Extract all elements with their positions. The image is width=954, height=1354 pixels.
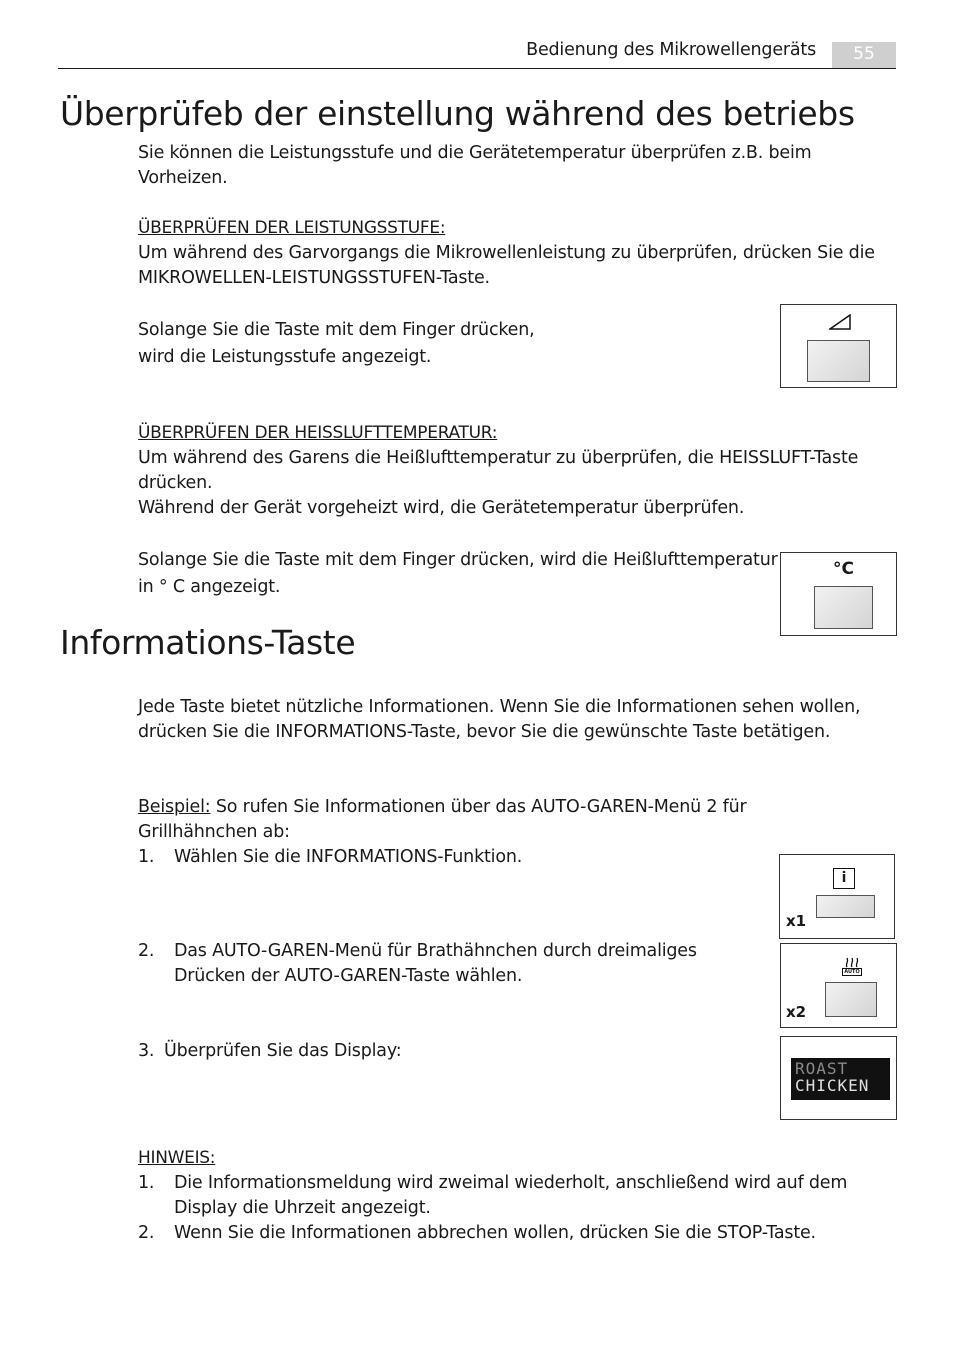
intro-line-2: Vorheizen. — [138, 168, 228, 188]
display-line-1: ROAST — [795, 1059, 849, 1078]
hotair-hold-line-2: in ° C angezeigt. — [138, 577, 281, 597]
example-text: So rufen Sie Informationen über das AUTO-GAREN-Menü 2 für — [210, 797, 747, 817]
hot-air-key-figure — [780, 552, 897, 636]
display-figure — [780, 1036, 897, 1120]
auto-cook-key-figure — [780, 943, 897, 1028]
power-line-1: Um während des Garvorgangs die Mikrowellenleistung zu überprüfen, drücken Sie die — [138, 243, 875, 263]
step-3-text: Überprüfen Sie das Display: — [164, 1041, 402, 1061]
hotair-line-3: Während der Gerät vorgeheizt wird, die Gerätetemperatur überprüfen. — [138, 498, 745, 518]
auto-cook-key — [825, 982, 877, 1017]
auto-cook-press-count: x2 — [786, 1003, 807, 1021]
intro-line-1: Sie können die Leistungsstufe und die Gerätetemperatur überprüfen z.B. beim — [138, 143, 812, 163]
hotair-line-1: Um während des Garens die Heißlufttemperatur zu überprüfen, die HEISSLUFT-Taste — [138, 448, 859, 468]
step-1-text: Wählen Sie die INFORMATIONS-Funktion. — [174, 847, 523, 867]
step-2-text-line-2: Drücken der AUTO-GAREN-Taste wählen. — [174, 966, 523, 986]
steam-icon — [843, 956, 861, 968]
hotair-hold-line-1: Solange Sie die Taste mit dem Finger drücken, wird die Heißlufttemperatur — [138, 550, 778, 570]
info-intro-line-1: Jede Taste bietet nützliche Informationen. Wenn Sie die Informationen sehen wollen, — [138, 697, 861, 717]
power-level-key-figure — [780, 304, 897, 388]
step-1-number: 1. — [138, 847, 155, 867]
celsius-label: °C — [833, 559, 854, 579]
info-key — [816, 895, 875, 918]
running-header: Bedienung des Mikrowellengeräts — [526, 40, 816, 60]
step-2-text-line-1: Das AUTO-GAREN-Menü für Brathähnchen durch dreimaliges — [174, 941, 697, 961]
hot-air-key — [814, 586, 873, 629]
auto-icon-text: AUTO — [842, 968, 862, 976]
example-label: Beispiel: — [138, 797, 211, 817]
info-intro-line-2: drücken Sie die INFORMATIONS-Taste, bevor Sie die gewünschte Taste betätigen. — [138, 722, 831, 742]
note-1-number: 1. — [138, 1173, 155, 1193]
subheading-hot-air: ÜBERPRÜFEN DER HEISSLUFTTEMPERATUR: — [138, 423, 498, 443]
header-rule — [58, 68, 896, 69]
note-2-number: 2. — [138, 1223, 155, 1243]
note-1-line-1: Die Informationsmeldung wird zweimal wiederholt, anschließend wird auf dem — [174, 1173, 848, 1193]
info-icon — [833, 868, 855, 889]
hotair-line-2: drücken. — [138, 473, 213, 493]
page-number: 55 — [832, 42, 896, 68]
info-press-count: x1 — [786, 912, 807, 930]
note-heading: HINWEIS: — [138, 1148, 216, 1168]
example-line-1 — [138, 795, 747, 820]
power-hold-line-1: Solange Sie die Taste mit dem Finger drücken, — [138, 320, 535, 340]
power-level-key — [807, 340, 870, 382]
step-3-number: 3. — [138, 1041, 155, 1061]
info-icon-letter: i — [841, 870, 847, 886]
info-key-figure — [779, 854, 895, 939]
section-title-check-settings: Überprüfeb der einstellung während des betriebs — [60, 94, 855, 133]
example-line-2: Grillhähnchen ab: — [138, 822, 290, 842]
power-level-icon — [829, 314, 851, 330]
note-1-line-2: Display die Uhrzeit angezeigt. — [174, 1198, 431, 1218]
note-2-line-1: Wenn Sie die Informationen abbrechen wollen, drücken Sie die STOP-Taste. — [174, 1223, 816, 1243]
section-title-info-key: Informations-Taste — [60, 623, 356, 662]
lcd-display — [791, 1058, 890, 1100]
display-line-2: CHICKEN — [795, 1076, 870, 1095]
power-line-2: MIKROWELLEN-LEISTUNGSSTUFEN-Taste. — [138, 268, 490, 288]
auto-cook-icon — [843, 956, 861, 977]
subheading-power-level: ÜBERPRÜFEN DER LEISTUNGSSTUFE: — [138, 218, 446, 238]
step-2-number: 2. — [138, 941, 155, 961]
power-hold-line-2: wird die Leistungsstufe angezeigt. — [138, 347, 432, 367]
